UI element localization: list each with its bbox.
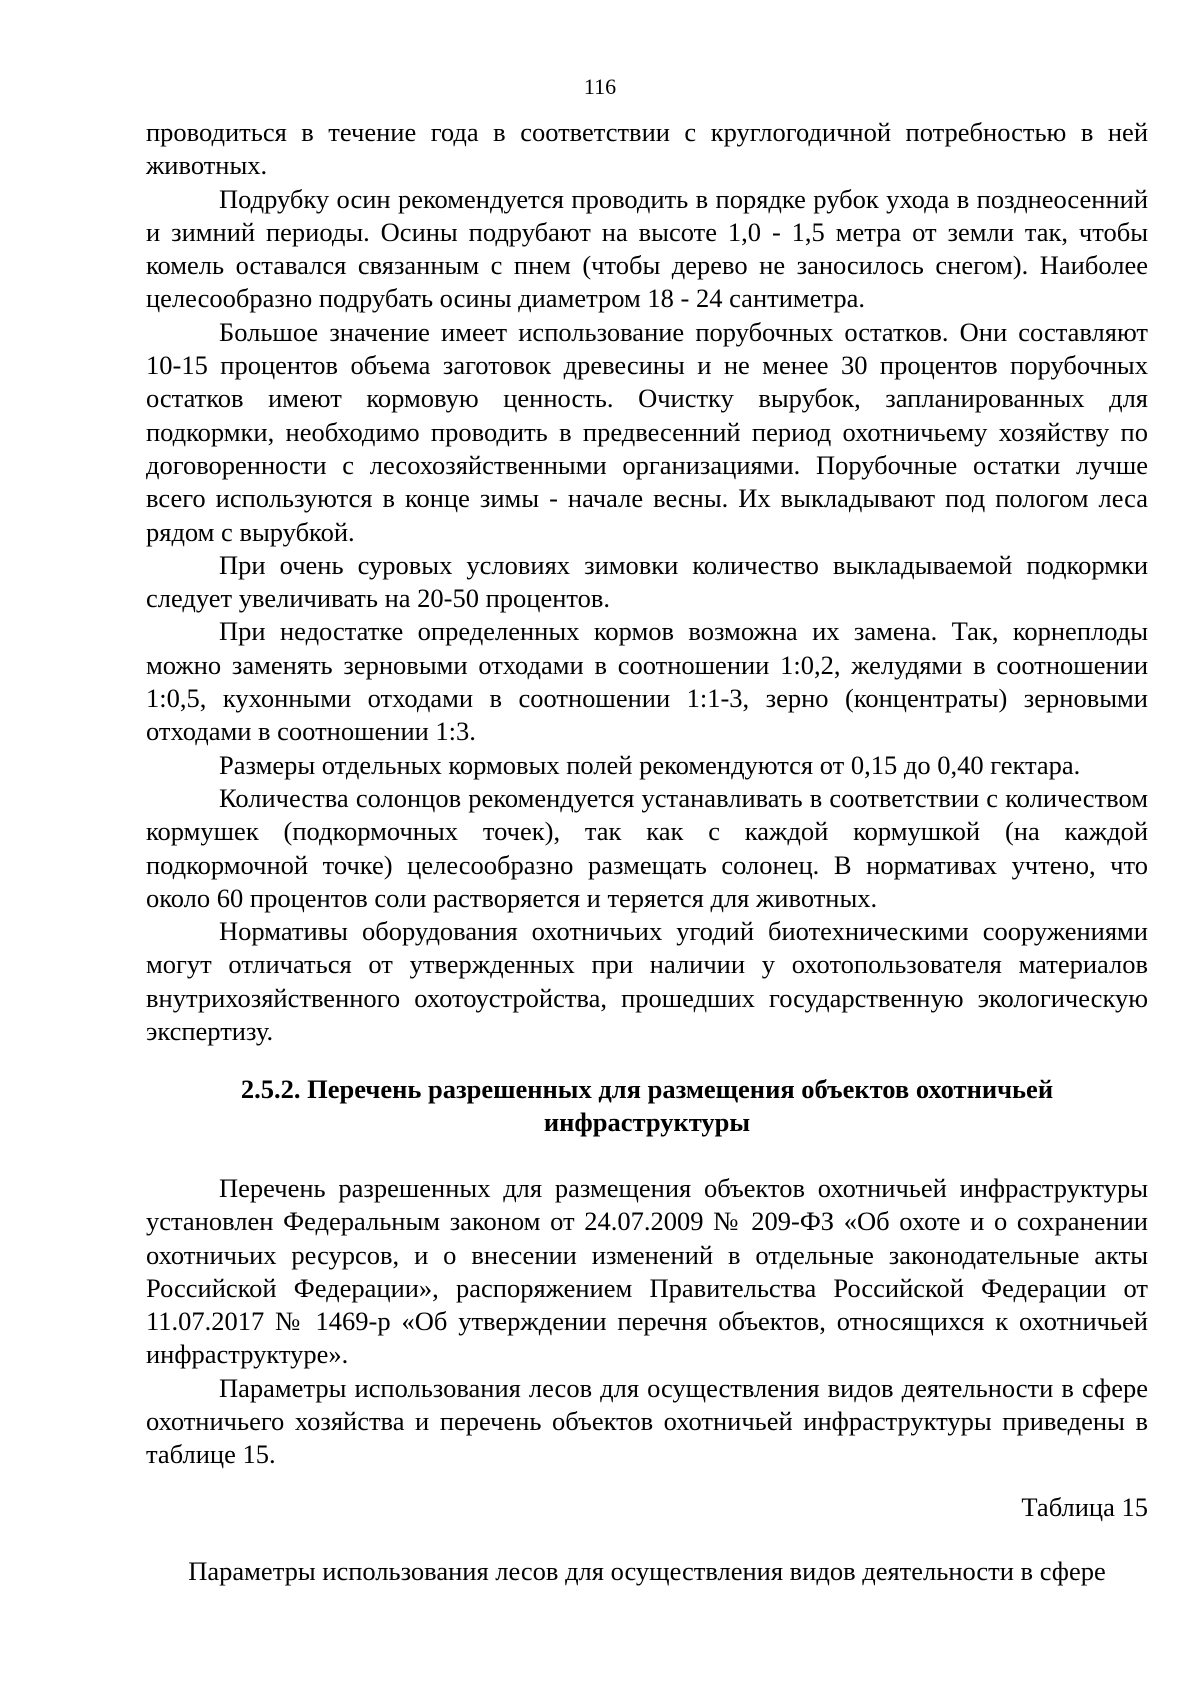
paragraph-feed-substitution: При недостатке определенных кормов возможна их замена. Так, корнеплоды можно заменять зерновыми отходами в соотношении 1:0,2, желудями в соотношении 1:0,5, кухонными отходами в соотношении 1:1-3, зерно (концентраты) зерновыми отходами в соотношении 1:3.	[146, 616, 1148, 747]
paragraph-equipment-norms: Нормативы оборудования охотничьих угодий биотехническими сооружениями могут отличаться от утвержденных при наличии у охотопользователя материалов внутрихозяйственного охотоустройства, прошедших государственную экологическую экспертизу.	[146, 916, 1148, 1047]
paragraph-table-reference: Параметры использования лесов для осуществления видов деятельности в сфере охотничьего хозяйства и перечень объектов охотничьей инфраструктуры приведены в таблице 15.	[146, 1372, 1148, 1470]
body-text-bottom	[146, 1172, 1148, 1472]
paragraph-infrastructure-list: Перечень разрешенных для размещения объектов охотничьей инфраструктуры установлен Федеральным законом от 24.07.2009 № 209-ФЗ «Об охоте и о сохранении охотничьих ресурсов, и о внесении изменений в отдельные законодательные акты Российской Федерации», распоряжением Правительства Российской Федерации от 11.07.2017 № 1469-р «Об утверждении перечня объектов, относящихся к охотничьей инфраструктуре».	[146, 1173, 1148, 1370]
paragraph-continuation: проводиться в течение года в соответствии с круглогодичной потребностью в ней животных.	[146, 117, 1148, 181]
table-caption: Параметры использования лесов для осуществления видов деятельности в сфере	[188, 1556, 1106, 1586]
body-text-top	[146, 116, 1148, 1048]
paragraph-harsh-wintering: При очень суровых условиях зимовки количество выкладываемой подкормки следует увеличивать на 20-50 процентов.	[146, 549, 1148, 614]
paragraph-feed-field-size: Размеры отдельных кормовых полей рекомендуются от 0,15 до 0,40 гектара.	[219, 749, 1081, 780]
paragraph-aspen-felling: Подрубку осин рекомендуется проводить в порядке рубок ухода в позднеосенний и зимний периоды. Осины подрубают на высоте 1,0 - 1,5 метра от земли так, чтобы комель оставался связанным с пнем (чтобы дерево не заносилось снегом). Наиболее целесообразно подрубать осины диаметром 18 - 24 сантиметра.	[146, 183, 1148, 314]
section-heading: 2.5.2. Перечень разрешенных для размещения объектов охотничьей инфраструктуры	[240, 1074, 1054, 1138]
page-number: 116	[583, 74, 617, 99]
paragraph-salt-licks: Количества солонцов рекомендуется устанавливать в соответствии с количеством кормушек (подкормочных точек), так как с каждой кормушкой (на каждой подкормочной точке) целесообразно размещать солонец. В нормативах учтено, что около 60 процентов соли растворяется и теряется для животных.	[146, 782, 1148, 913]
table-label: Таблица 15	[1021, 1492, 1148, 1522]
paragraph-logging-residues: Большое значение имеет использование порубочных остатков. Они составляют 10-15 процентов объема заготовок древесины и не менее 30 процентов порубочных остатков имеют кормовую ценность. Очистку вырубок, запланированных для подкормки, необходимо проводить в предвесенний период охотничьему хозяйству по договоренности с лесохозяйственными организациями. Порубочные остатки лучше всего используются в конце зимы - начале весны. Их выкладывают под пологом леса рядом с вырубкой.	[146, 316, 1148, 547]
